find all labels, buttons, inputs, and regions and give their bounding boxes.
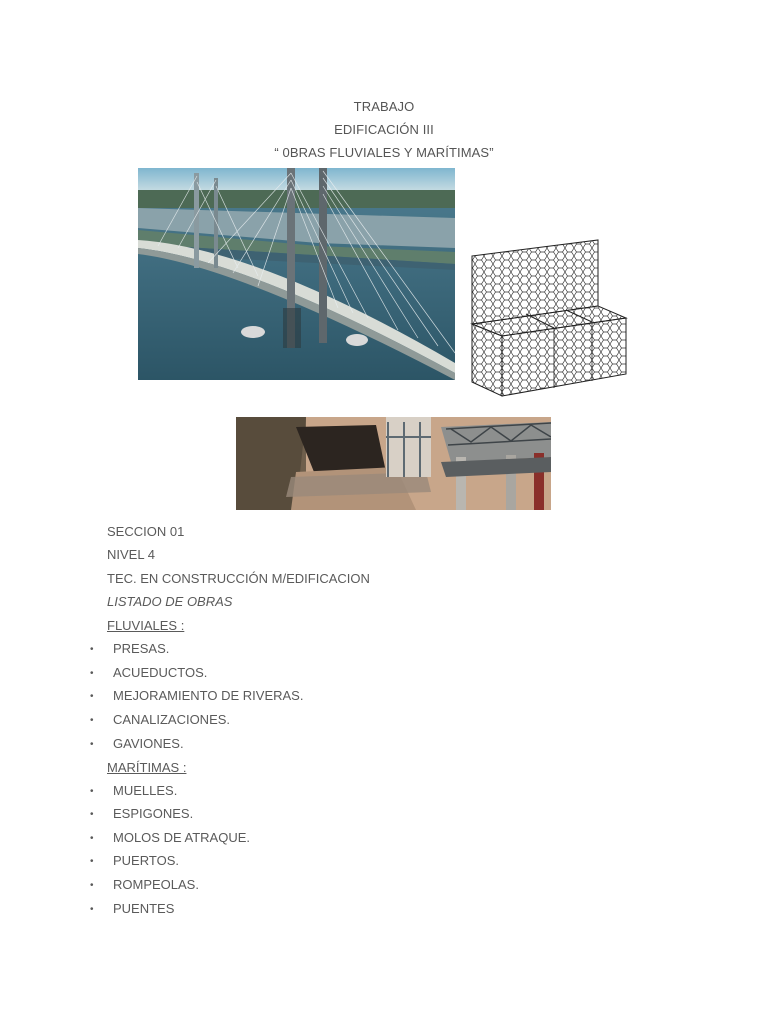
list-item — [90, 901, 174, 916]
collapsed-bridge-photo — [236, 417, 551, 510]
list-item-text: ROMPEOLAS. — [113, 877, 199, 892]
bullet-icon: • — [90, 668, 94, 679]
bullet-icon: • — [90, 809, 94, 820]
list-item — [90, 853, 179, 868]
list-item-text: MOLOS DE ATRAQUE. — [113, 830, 251, 845]
list-item-text: GAVIONES. — [113, 736, 184, 751]
list-item — [90, 736, 184, 751]
list-item-text: MUELLES. — [113, 783, 178, 798]
bullet-icon: • — [90, 880, 94, 891]
list-item — [90, 665, 207, 680]
list-item-text: CANALIZACIONES. — [113, 712, 231, 727]
bullet-icon: • — [90, 715, 94, 726]
level-label: NIVEL 4 — [107, 547, 155, 562]
list-item — [90, 641, 169, 656]
gabion-drawing — [466, 236, 630, 402]
list-item — [90, 712, 230, 727]
fluviales-heading: FLUVIALES : — [107, 618, 185, 633]
program-label: TEC. EN CONSTRUCCIÓN M/EDIFICACION — [107, 571, 370, 586]
list-item-text: ACUEDUCTOS. — [113, 665, 208, 680]
title-line-trabajo: TRABAJO — [353, 99, 415, 114]
bullet-icon: • — [90, 786, 94, 797]
bullet-icon: • — [90, 644, 94, 655]
bullet-icon: • — [90, 739, 94, 750]
list-item-text: MEJORAMIENTO DE RIVERAS. — [113, 688, 304, 703]
bullet-icon: • — [90, 904, 94, 915]
bullet-icon: • — [90, 833, 94, 844]
bullet-icon: • — [90, 856, 94, 867]
bullet-icon: • — [90, 691, 94, 702]
list-item — [90, 877, 199, 892]
list-item — [90, 830, 250, 845]
list-item-text: PUERTOS. — [113, 853, 179, 868]
list-item — [90, 688, 303, 703]
maritimas-heading: MARÍTIMAS : — [107, 760, 187, 775]
list-item-text: PRESAS. — [113, 641, 170, 656]
bridge-photo — [138, 168, 455, 380]
list-item-text: PUENTES — [113, 901, 175, 916]
list-title: LISTADO DE OBRAS — [107, 594, 233, 609]
section-label: SECCION 01 — [107, 524, 185, 539]
title-line-course: EDIFICACIÓN III — [334, 122, 434, 137]
title-line-topic: “ 0BRAS FLUVIALES Y MARÍTIMAS” — [274, 145, 494, 160]
list-item-text: ESPIGONES. — [113, 806, 194, 821]
list-item — [90, 806, 193, 821]
list-item — [90, 783, 177, 798]
